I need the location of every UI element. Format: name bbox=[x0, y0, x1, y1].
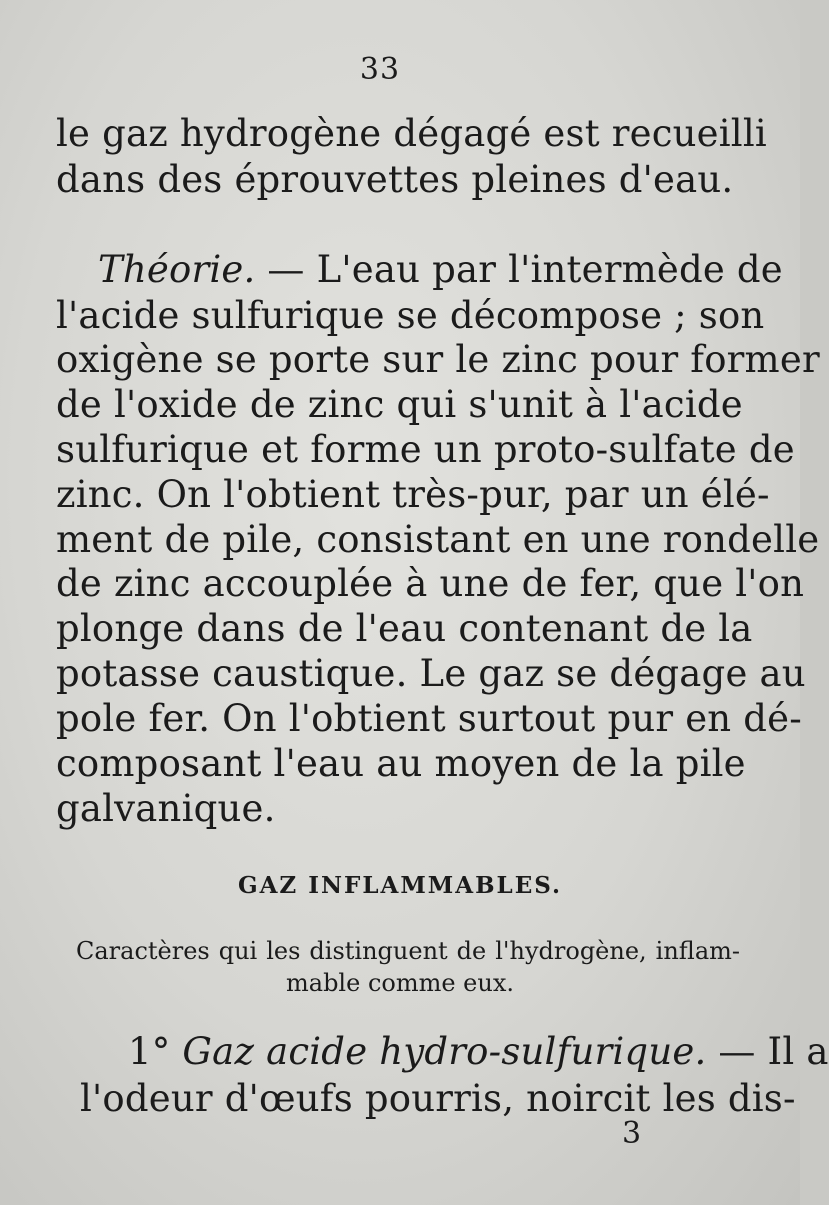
item-title: Gaz acide hydro-sulfurique. bbox=[182, 1030, 707, 1073]
theory-first-line-text: — L'eau par l'intermède de bbox=[255, 248, 783, 291]
section-subtitle-line: mable comme eux. bbox=[286, 969, 514, 997]
item-first-line bbox=[128, 1030, 829, 1074]
text-line: zinc. On l'obtient très-pur, par un élé- bbox=[56, 473, 770, 516]
text-line: sulfurique et forme un proto-sulfate de bbox=[56, 428, 795, 471]
text-line: l'acide sulfurique se décompose ; son bbox=[56, 294, 765, 337]
text-line: galvanique. bbox=[56, 787, 276, 830]
item-text: — Il a bbox=[706, 1030, 829, 1073]
text-line: le gaz hydrogène dégagé est recueilli bbox=[56, 112, 767, 155]
section-heading: GAZ INFLAMMABLES. bbox=[237, 872, 563, 899]
item-number: 1° bbox=[128, 1030, 171, 1073]
text-line: de zinc accouplée à une de fer, que l'on bbox=[56, 562, 805, 605]
theory-first-line bbox=[98, 248, 783, 292]
text-line: dans des éprouvettes pleines d'eau. bbox=[56, 158, 734, 201]
signature-mark: 3 bbox=[622, 1116, 642, 1151]
text-line: oxigène se porte sur le zinc pour former bbox=[56, 338, 820, 381]
page-number: 33 bbox=[359, 52, 401, 87]
theory-label: Théorie. bbox=[98, 248, 256, 291]
text-line: composant l'eau au moyen de la pile bbox=[56, 742, 746, 785]
text-line: de l'oxide de zinc qui s'unit à l'acide bbox=[56, 383, 743, 426]
section-subtitle-line: Caractères qui les distinguent de l'hydrogène, inflam- bbox=[76, 937, 740, 965]
text-line: pole fer. On l'obtient surtout pur en dé- bbox=[56, 697, 802, 740]
text-line: potasse caustique. Le gaz se dégage au bbox=[56, 652, 806, 695]
text-line: plonge dans de l'eau contenant de la bbox=[56, 607, 753, 650]
text-line: l'odeur d'œufs pourris, noircit les dis- bbox=[80, 1077, 796, 1120]
text-line: ment de pile, consistant en une rondelle bbox=[56, 518, 820, 561]
